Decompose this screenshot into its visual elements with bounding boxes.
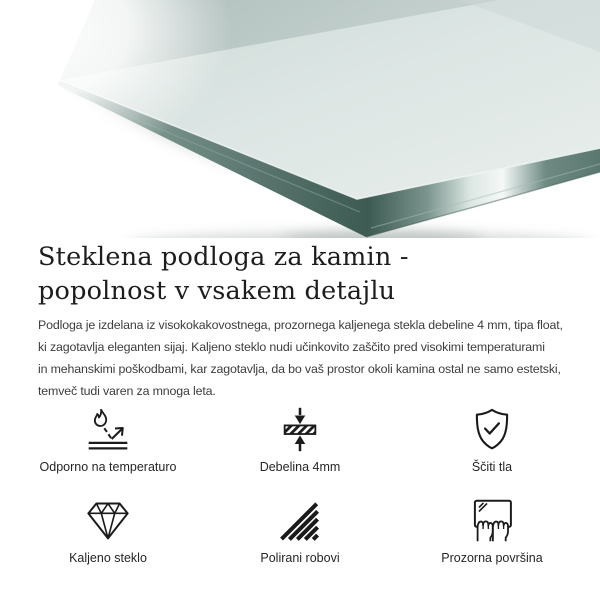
description-line: Podloga je izdelana iz visokokakovostnega, prozornega kaljenega stekla debeline 4 mm, tipa float, [38, 318, 563, 332]
hero-glass-image [0, 0, 600, 238]
page-title-line-2: popolnost v vsakem detajlu [38, 276, 396, 306]
thickness-icon [278, 406, 322, 453]
description-line: ki zagotavlja eleganten sijaj. Kaljeno steklo nudi učinkovito zaščito pred visokimi temperaturami [38, 340, 545, 354]
hands-glass-icon [465, 497, 519, 544]
feature-label: Polirani robovi [260, 551, 340, 565]
description-line: temveč tudi varen za mnoga leta. [38, 384, 216, 398]
feature-label: Odporno na temperaturo [39, 460, 177, 474]
feature-transparent-surface [396, 497, 588, 566]
feature-tempered-glass [12, 497, 204, 566]
product-description [38, 314, 578, 402]
feature-label: Ščiti tla [471, 460, 513, 474]
heat-resistant-icon [82, 406, 134, 453]
shield-check-icon [470, 406, 514, 453]
feature-thickness [204, 406, 396, 475]
feature-heat-resistant [12, 406, 204, 475]
feature-protects-floor [396, 406, 588, 475]
feature-label: Prozorna površina [441, 551, 543, 565]
feature-label: Debelina 4mm [259, 460, 341, 474]
diamond-icon [83, 497, 133, 544]
feature-polished-edges [204, 497, 396, 566]
glass-sheet-illustration [0, 0, 600, 238]
page-title [38, 240, 570, 308]
hero-light-fade [0, 0, 340, 238]
polished-edges-icon [277, 497, 323, 544]
description-line: in mehanskimi poškodbami, kar zagotavlja, da bo vaš prostor okoli kamina ostal ne samo estetski, [38, 362, 561, 376]
feature-label: Kaljeno steklo [69, 551, 147, 565]
page-title-line-1: Steklena podloga za kamin - [38, 242, 409, 272]
feature-grid [12, 406, 588, 566]
